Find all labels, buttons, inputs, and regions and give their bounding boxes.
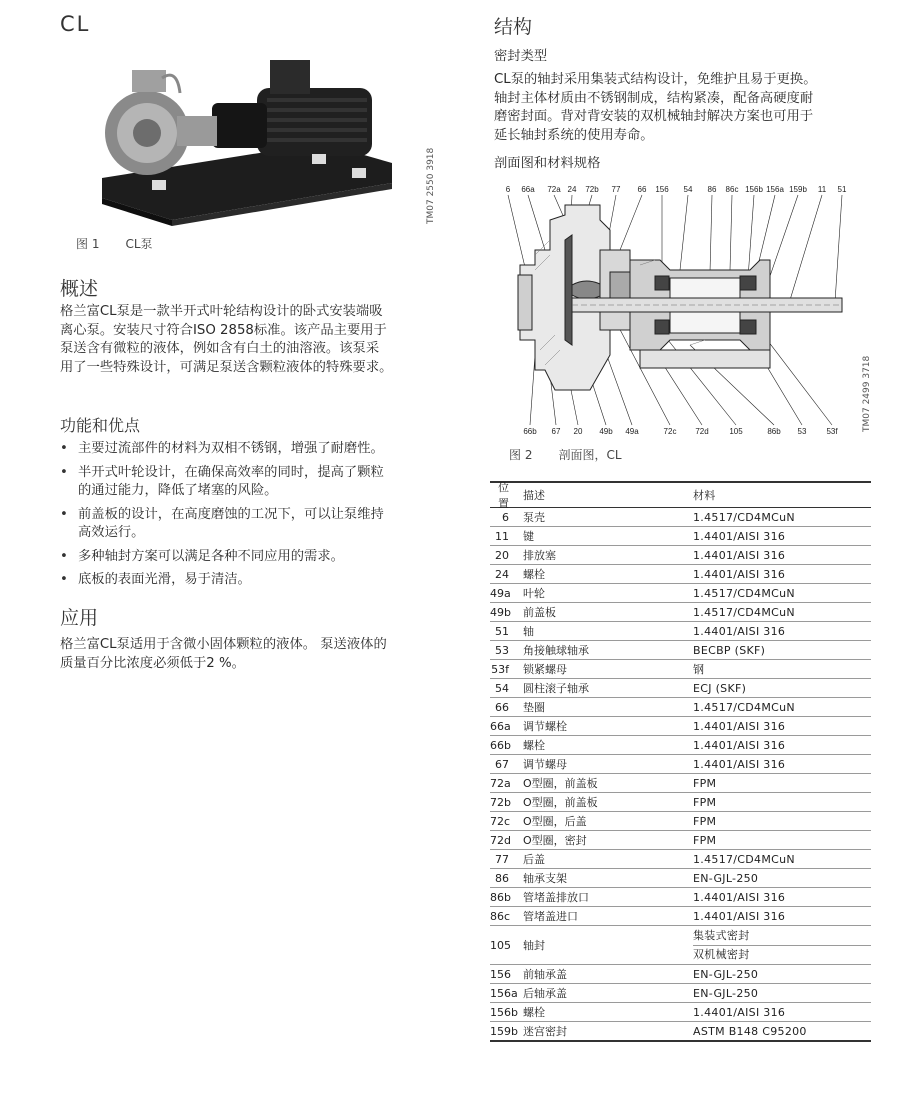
- header-material: 材料: [693, 489, 716, 502]
- table-row: [490, 984, 871, 1003]
- cell-position: 53f: [491, 662, 509, 676]
- cell-position: 6: [502, 510, 509, 524]
- cell-material: EN-GJL-250: [693, 986, 759, 1000]
- table-row: [490, 793, 871, 812]
- cell-material: FPM: [693, 795, 717, 809]
- cell-material: FPM: [693, 814, 717, 828]
- cell-position: 86: [495, 871, 509, 885]
- cell-position: 66a: [490, 719, 511, 733]
- cell-material: 1.4401/AISI 316: [693, 1005, 786, 1019]
- callout-leader: [748, 195, 754, 278]
- table-row: [490, 584, 871, 603]
- cell-position: 66: [495, 700, 509, 714]
- cell-position: 159b: [490, 1024, 518, 1038]
- list-item: • 主要过流部件的材料为双相不锈钢，增强了耐磨性。: [60, 440, 450, 459]
- cell-position: 49a: [490, 586, 511, 600]
- cell-description: 管堵盖进口: [523, 910, 578, 923]
- application-text: [60, 636, 450, 673]
- cell-material: 1.4517/CD4MCuN: [693, 605, 795, 619]
- seal-type-heading: 密封类型: [494, 49, 548, 64]
- callout-label: 11: [817, 185, 827, 194]
- cell-position: 24: [495, 567, 509, 581]
- callout-leader: [835, 195, 842, 302]
- cell-description: 调节螺母: [523, 758, 567, 771]
- callout-leader: [790, 195, 822, 300]
- cell-description: 锁紧螺母: [523, 663, 567, 676]
- figure1-caption-number: 图 1: [76, 237, 100, 251]
- cell-material: ECJ (SKF): [693, 681, 747, 695]
- table-row: [490, 812, 871, 831]
- callout-label: 49b: [599, 427, 613, 436]
- figure2-caption: [509, 446, 648, 463]
- cell-material: 1.4401/AISI 316: [693, 738, 786, 752]
- figure1-caption-text: CL泵: [125, 237, 153, 251]
- figure1-code: TM07 2550 3918: [426, 147, 436, 224]
- callout-label: 72d: [695, 427, 709, 436]
- cell-position: 156: [490, 967, 511, 981]
- seal-line: 磨密封面。背对背安装的双机械轴封解决方案也可用于: [494, 109, 814, 124]
- cell-description: 轴封: [523, 939, 545, 952]
- overview-line: 格兰富CL泵是一款半开式叶轮结构设计的卧式安装端吸: [60, 304, 383, 319]
- callout-label: 72c: [663, 427, 677, 436]
- table-row: [490, 774, 871, 793]
- table-row: [490, 698, 871, 717]
- overview-line: 泵送含有微粒的液体，例如含有白土的油溶液。该泵采: [60, 341, 380, 356]
- cell-position: 72d: [490, 833, 511, 847]
- cell-position: 86b: [490, 890, 511, 904]
- table-row: [490, 888, 871, 907]
- callout-label: 105: [729, 427, 743, 436]
- overview-text: [60, 303, 450, 377]
- callout-label: 66a: [521, 185, 535, 194]
- cell-material: 1.4401/AISI 316: [693, 567, 786, 581]
- cell-material: FPM: [693, 776, 717, 790]
- cell-material: 1.4401/AISI 316: [693, 757, 786, 771]
- table-row: [490, 755, 871, 774]
- cell-material: EN-GJL-250: [693, 871, 759, 885]
- cell-description: O型圈，后盖: [523, 815, 587, 828]
- cell-description: 调节螺栓: [523, 720, 567, 733]
- table-row: [490, 565, 871, 584]
- cell-material: 1.4517/CD4MCuN: [693, 700, 795, 714]
- callout-label: 51: [837, 185, 847, 194]
- cell-description: O型圈，前盖板: [523, 777, 598, 790]
- callout-label: 53: [797, 427, 807, 436]
- cell-description: 角接触球轴承: [523, 644, 589, 657]
- cell-material: 1.4517/CD4MCuN: [693, 510, 795, 524]
- callout-leader: [570, 385, 578, 425]
- callout-label: 159b: [789, 185, 807, 194]
- cell-description: 键: [523, 530, 534, 543]
- seal-line: CL泵的轴封采用集装式结构设计，免维护且易于更换。: [494, 72, 817, 87]
- table-row: [490, 660, 871, 679]
- figure2-caption-text: 剖面图，CL: [558, 448, 622, 462]
- features-list: [60, 440, 450, 595]
- cell-position: 66b: [490, 738, 511, 752]
- cell-material: 1.4401/AISI 316: [693, 624, 786, 638]
- callout-leader: [710, 195, 712, 272]
- cell-position: 72c: [490, 814, 511, 828]
- seal-line: 延长轴封系统的使用寿命。: [494, 127, 654, 143]
- callout-label: 20: [573, 427, 583, 436]
- cell-description: 前轴承盖: [523, 968, 567, 981]
- callout-label: 156b: [745, 185, 763, 194]
- pump-photo: [92, 48, 402, 228]
- cell-material: 钢: [693, 663, 705, 676]
- cell-position: 86c: [490, 909, 511, 923]
- cross-section-drawing: [490, 180, 860, 440]
- features-heading: 功能和优点: [60, 416, 141, 435]
- cell-position: 67: [495, 757, 509, 771]
- cell-description: 管堵盖排放口: [523, 891, 589, 904]
- figure2-caption-number: 图 2: [509, 448, 533, 462]
- section-drawing-heading: 剖面图和材料规格: [494, 156, 601, 171]
- application-line: 质量百分比浓度必须低于2 %。: [60, 655, 245, 671]
- table-row: [490, 1022, 871, 1042]
- callout-label: 24: [567, 185, 577, 194]
- cell-material: 1.4401/AISI 316: [693, 719, 786, 733]
- callout-leader: [680, 195, 688, 270]
- callout-leader: [530, 355, 535, 425]
- callout-label: 86b: [767, 427, 781, 436]
- cell-position: 156b: [490, 1005, 518, 1019]
- cell-position: 51: [495, 624, 509, 638]
- cell-description: 后轴承盖: [523, 987, 567, 1000]
- header-position: 位置: [498, 481, 509, 510]
- callout-label: 86c: [725, 185, 739, 194]
- callout-label: 67: [551, 427, 561, 436]
- callout-label: 54: [683, 185, 693, 194]
- callout-label: 66b: [523, 427, 537, 436]
- cell-material: 1.4401/AISI 316: [693, 529, 786, 543]
- cell-description: 圆柱滚子轴承: [523, 682, 589, 695]
- cell-position: 11: [495, 529, 509, 543]
- cell-description: 轴承支架: [523, 872, 567, 885]
- list-item: • 前盖板的设计，在高度磨蚀的工况下，可以让泵维持 高效运行。: [60, 506, 450, 543]
- cell-position: 72b: [490, 795, 511, 809]
- cell-position: 49b: [490, 605, 511, 619]
- cell-material: BECBP (SKF): [693, 643, 766, 657]
- callout-leader: [730, 195, 732, 270]
- cell-material: 1.4401/AISI 316: [693, 890, 786, 904]
- application-line: 格兰富CL泵适用于含微小固体颗粒的液体。 泵送液体的: [60, 637, 387, 652]
- seal-line: 轴封主体材质由不锈钢制成，结构紧凑，配备高硬度耐: [494, 90, 814, 106]
- table-row: [490, 717, 871, 736]
- callout-label: 72b: [585, 185, 599, 194]
- cell-description: 迷宫密封: [523, 1025, 567, 1038]
- cell-description: O型圈，密封: [523, 834, 587, 847]
- cell-material: 1.4517/CD4MCuN: [693, 586, 795, 600]
- list-item: • 底板的表面光滑，易于清洁。: [60, 571, 450, 590]
- structure-heading: 结构: [494, 16, 533, 38]
- table-row: [490, 641, 871, 660]
- cell-position: 53: [495, 643, 509, 657]
- cell-material: [693, 927, 871, 964]
- cell-position: 20: [495, 548, 509, 562]
- table-row: [490, 508, 871, 527]
- cell-description: 螺栓: [523, 739, 545, 752]
- header-description: 描述: [523, 489, 545, 502]
- overview-heading: 概述: [60, 278, 99, 300]
- callout-label: 72a: [547, 185, 561, 194]
- cell-description: 垫圈: [523, 701, 545, 714]
- cell-position: 156a: [490, 986, 518, 1000]
- list-item: • 多种轴封方案可以满足各种不同应用的需求。: [60, 548, 450, 567]
- callout-label: 6: [505, 185, 511, 194]
- callout-label: 77: [611, 185, 621, 194]
- cell-position: 105: [490, 938, 511, 952]
- materials-table: [490, 481, 871, 1042]
- callout-label: 53f: [826, 427, 838, 436]
- cell-material: 1.4517/CD4MCuN: [693, 852, 795, 866]
- cell-description: 前盖板: [523, 606, 556, 619]
- cell-position: 54: [495, 681, 509, 695]
- cell-material: ASTM B148 C95200: [693, 1024, 807, 1038]
- table-row: [490, 679, 871, 698]
- table-row: [490, 736, 871, 755]
- table-row: [490, 869, 871, 888]
- cell-position: 72a: [490, 776, 511, 790]
- cell-material: 1.4401/AISI 316: [693, 548, 786, 562]
- callout-label: 156: [655, 185, 669, 194]
- cell-material-option: 集装式密封: [693, 927, 871, 946]
- cell-description: 螺栓: [523, 1006, 545, 1019]
- cell-material: FPM: [693, 833, 717, 847]
- table-row: [490, 622, 871, 641]
- cell-description: 排放塞: [523, 549, 556, 562]
- overview-line: 用了一些特殊设计，可满足泵送含颗粒液体的特殊要求。: [60, 359, 393, 375]
- cell-description: 后盖: [523, 853, 545, 866]
- callout-label: 156a: [766, 185, 784, 194]
- figure2-code: TM07 2499 3718: [862, 355, 872, 432]
- figure1-caption: [76, 235, 179, 252]
- table-row: [490, 527, 871, 546]
- cell-description: 叶轮: [523, 587, 545, 600]
- table-row: [490, 907, 871, 926]
- cell-description: 螺栓: [523, 568, 545, 581]
- table-row: [490, 1003, 871, 1022]
- page-title: CL: [60, 12, 91, 36]
- table-row: [490, 926, 871, 965]
- cell-description: O型圈，前盖板: [523, 796, 598, 809]
- callout-label: 86: [707, 185, 717, 194]
- callout-leader: [528, 195, 545, 250]
- table-row: [490, 831, 871, 850]
- table-row: [490, 603, 871, 622]
- application-heading: 应用: [60, 607, 99, 629]
- cell-material-option: 双机械密封: [693, 947, 750, 961]
- cell-position: 77: [495, 852, 509, 866]
- cell-description: 轴: [523, 625, 534, 638]
- callout-label: 49a: [625, 427, 639, 436]
- cell-material: EN-GJL-250: [693, 967, 759, 981]
- table-row: [490, 546, 871, 565]
- table-row: [490, 965, 871, 984]
- table-header: [490, 481, 871, 508]
- overview-line: 离心泵。安装尺寸符合ISO 2858标准。该产品主要用于: [60, 322, 387, 338]
- table-row: [490, 850, 871, 869]
- cell-description: 泵壳: [523, 511, 545, 524]
- list-item: • 半开式叶轮设计，在确保高效率的同时，提高了颗粒 的通过能力，降低了堵塞的风险。: [60, 464, 450, 501]
- callout-label: 66: [637, 185, 647, 194]
- cell-material: 1.4401/AISI 316: [693, 909, 786, 923]
- seal-text: [494, 71, 874, 145]
